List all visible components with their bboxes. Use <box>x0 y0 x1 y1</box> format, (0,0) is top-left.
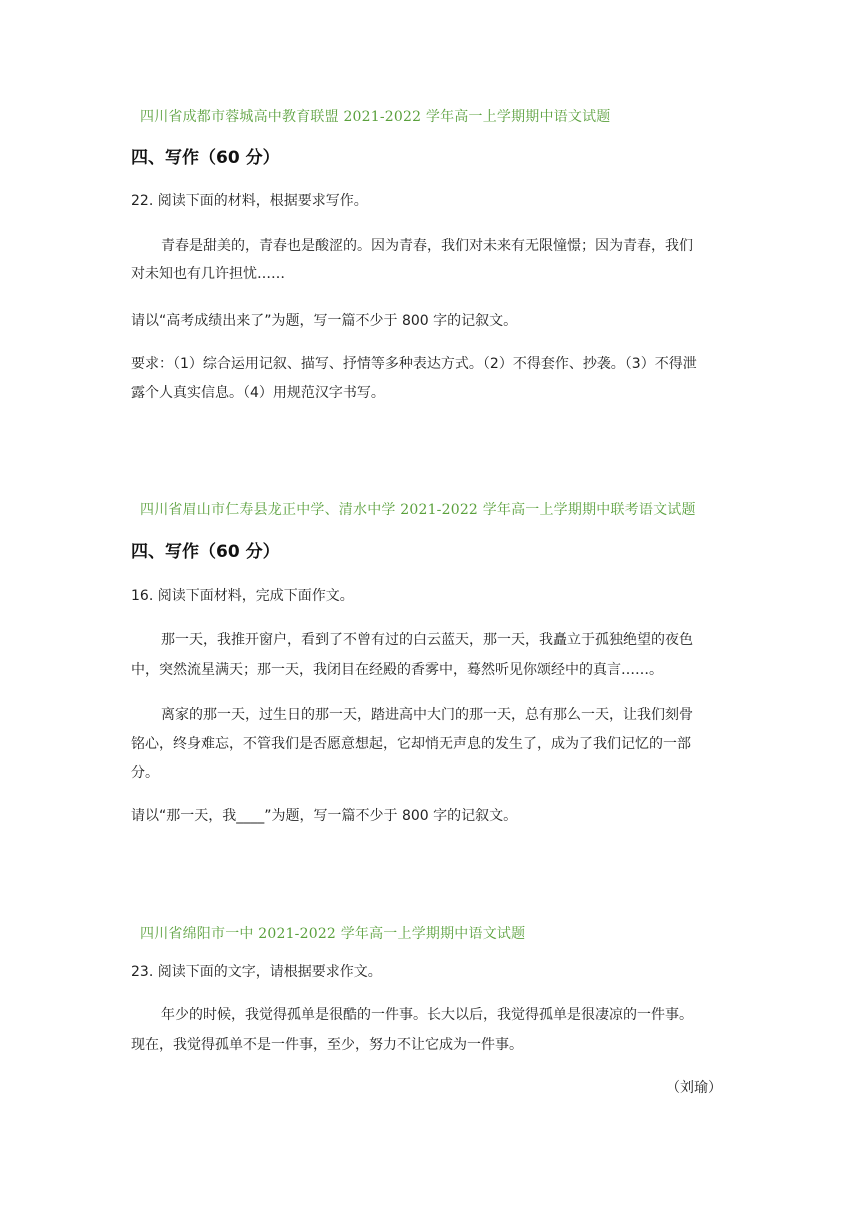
material-line: 铭心，终身难忘，不管我们是否愿意想起，它却悄无声息的发生了，成为了我们记忆的一部 <box>131 736 691 752</box>
material-line: 对未知也有几许担忧…… <box>131 266 285 282</box>
material-line: 离家的那一天，过生日的那一天，踏进高中大门的那一天，总有那么一天，让我们刻骨 <box>161 707 693 723</box>
writing-prompt-1: 请以“高考成绩出来了”为题，写一篇不少于 800 字的记叙文。 <box>131 313 518 329</box>
section-heading-2: 四、写作（60 分） <box>131 542 280 562</box>
material-line: 年少的时候，我觉得孤单是很酷的一件事。长大以后，我觉得孤单是很凄凉的一件事。 <box>161 1007 693 1023</box>
writing-prompt-2: 请以“那一天，我____”为题，写一篇不少于 800 字的记叙文。 <box>131 808 518 824</box>
section-heading-1: 四、写作（60 分） <box>131 148 280 168</box>
question-16: 16. 阅读下面材料，完成下面作文。 <box>131 588 354 604</box>
material-line: 现在，我觉得孤单不是一件事，至少，努力不让它成为一件事。 <box>131 1037 523 1053</box>
material-line: 分。 <box>131 765 159 781</box>
source-title-3: 四川省绵阳市一中 2021-2022 学年高一上学期期中语文试题 <box>140 926 526 942</box>
source-title-2: 四川省眉山市仁寿县龙正中学、清水中学 2021-2022 学年高一上学期期中联考语文试题 <box>140 502 696 518</box>
material-line: 中，突然流星满天；那一天，我闭目在经殿的香雾中，蓦然听见你颂经中的真言……。 <box>131 662 663 678</box>
requirement-line: 要求：（1）综合运用记叙、描写、抒情等多种表达方式。（2）不得套作、抄袭。（3）不得泄 <box>131 356 697 372</box>
source-title-1: 四川省成都市蓉城高中教育联盟 2021-2022 学年高一上学期期中语文试题 <box>140 109 611 125</box>
material-line: 那一天，我推开窗户，看到了不曾有过的白云蓝天，那一天，我矗立于孤独绝望的夜色 <box>161 632 693 648</box>
question-23: 23. 阅读下面的文字，请根据要求作文。 <box>131 964 382 980</box>
attribution: （刘瑜） <box>666 1080 722 1096</box>
requirement-line: 露个人真实信息。（4）用规范汉字书写。 <box>131 385 385 401</box>
material-line: 青春是甜美的，青春也是酸涩的。因为青春，我们对未来有无限憧憬；因为青春，我们 <box>161 238 693 254</box>
question-22: 22. 阅读下面的材料，根据要求写作。 <box>131 193 368 209</box>
